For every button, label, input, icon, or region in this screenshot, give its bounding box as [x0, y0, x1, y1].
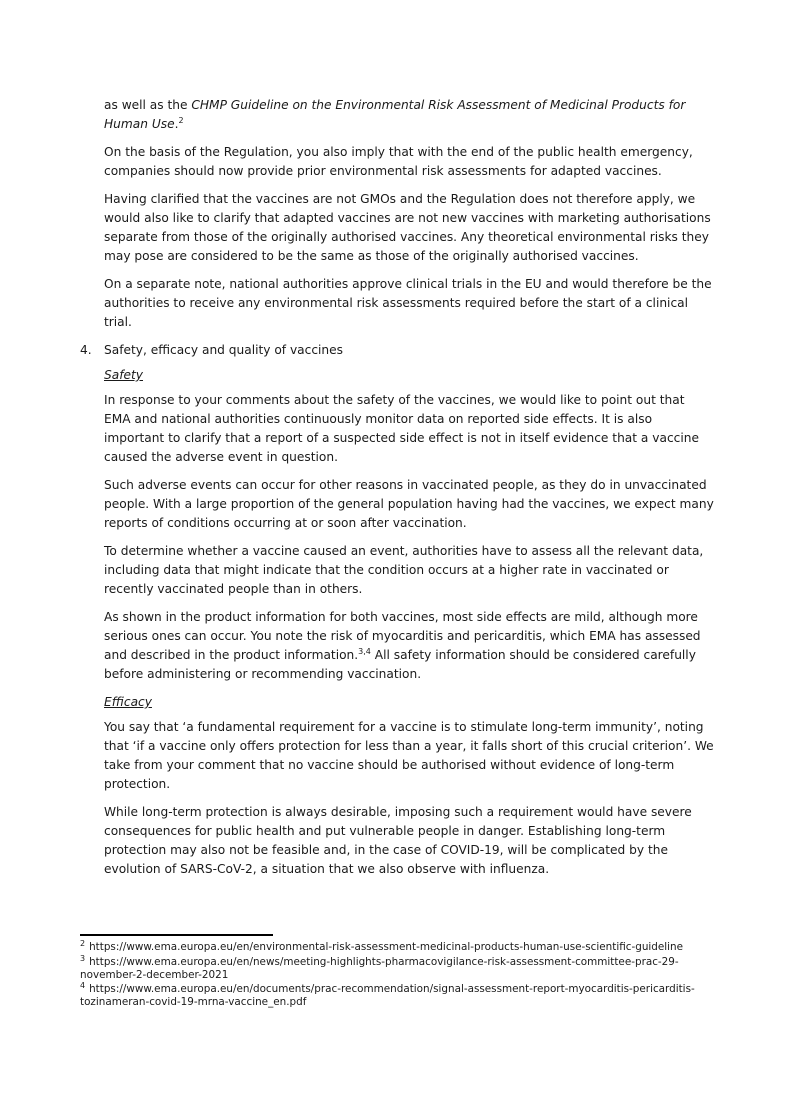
safety-text: As shown in the product information for both vaccines, most side effects are mild, although more serious ones can occur. You note the risk of myocarditis and pericarditis, which EMA has assessed and described in the product information. — [104, 610, 701, 662]
safety-text: All safety information should be considered carefully before administering or recommending vaccination. — [104, 648, 696, 681]
section-number: 4. — [80, 343, 92, 357]
footnote-link[interactable]: https://www.ema.europa.eu/en/news/meeting-highlights-pharmacovigilance-risk-assessment-committee-prac-29-november-2-december-2021 — [80, 955, 679, 981]
footnote — [80, 941, 720, 954]
body-text — [80, 96, 714, 888]
intro-trail: . — [174, 117, 179, 131]
intro-paragraph — [104, 96, 714, 134]
footnote-ref: 2 — [178, 116, 184, 125]
safety-paragraph: To determine whether a vaccine caused an event, authorities have to assess all the relevant data, including data that might indicate that the condition occurs at a higher rate in vaccinated or recently vaccinated people than in others. — [104, 544, 704, 596]
intro-lead: as well as the — [104, 98, 192, 112]
footnote-number: 2 — [80, 939, 86, 948]
safety-paragraph — [104, 608, 714, 684]
safety-paragraph: In response to your comments about the safety of the vaccines, we would like to point out that EMA and national authorities continuously monitor data on reported side effects. It is also important to clarify that a report of a suspected side effect is not in itself evidence that a vaccine caused the adverse event in question. — [104, 393, 699, 464]
guideline-title: CHMP Guideline on the Environmental Risk Assessment of Medicinal Products for Human Use — [104, 98, 686, 131]
safety-paragraph: Such adverse events can occur for other reasons in vaccinated people, as they do in unvaccinated people. With a large proportion of the general population having had the vaccines, we expect many reports of conditions occurring at or soon after vaccination. — [104, 478, 714, 530]
section-heading — [80, 341, 714, 360]
env-paragraph: On a separate note, national authorities approve clinical trials in the EU and would therefore be the authorities to receive any environmental risk assessments required before the start of a clinical trial. — [104, 277, 712, 329]
env-paragraph: On the basis of the Regulation, you also imply that with the end of the public health emergency, companies should now provide prior environmental risk assessments for adapted vaccines. — [104, 145, 693, 178]
footnote-link[interactable]: https://www.ema.europa.eu/en/environmental-risk-assessment-medicinal-products-human-use-scientific-guideline — [89, 941, 684, 953]
section-title: Safety, efficacy and quality of vaccines — [104, 343, 344, 357]
efficacy-heading: Efficacy — [104, 695, 152, 709]
env-paragraph: Having clarified that the vaccines are not GMOs and the Regulation does not therefore apply, we would also like to clarify that adapted vaccines are not new vaccines with marketing authorisations separate from those of the originally authorised vaccines. Any theoretical environmental risks they may pose are considered to be the same as those of the originally authorised vaccines. — [104, 192, 711, 263]
footnote-number: 4 — [80, 981, 86, 991]
footnote-link[interactable]: https://www.ema.europa.eu/en/documents/prac-recommendation/signal-assessment-report-myocarditis-pericarditis-tozinameran-covid-19-mrna-vaccine_en.pdf — [80, 983, 695, 1009]
footnote-ref: 3,4 — [358, 647, 371, 656]
efficacy-paragraph: You say that ‘a fundamental requirement for a vaccine is to stimulate long-term immunity’, noting that ‘if a vaccine only offers protection for less than a year, it falls short of this crucial criterion’. We take from your comment that no vaccine should be authorised without evidence of long-term protection. — [104, 720, 714, 791]
footnote-divider — [80, 934, 273, 936]
footnote — [80, 953, 720, 982]
safety-heading: Safety — [104, 368, 143, 382]
footnotes — [80, 941, 720, 1011]
efficacy-paragraph: While long-term protection is always desirable, imposing such a requirement would have severe consequences for public health and put vulnerable people in danger. Establishing long-term protection may also not be feasible and, in the case of COVID-19, will be complicated by the evolution of SARS-CoV-2, a situation that we also observe with influenza. — [104, 805, 692, 876]
footnote — [80, 983, 720, 1009]
footnote-number: 3 — [80, 953, 86, 963]
